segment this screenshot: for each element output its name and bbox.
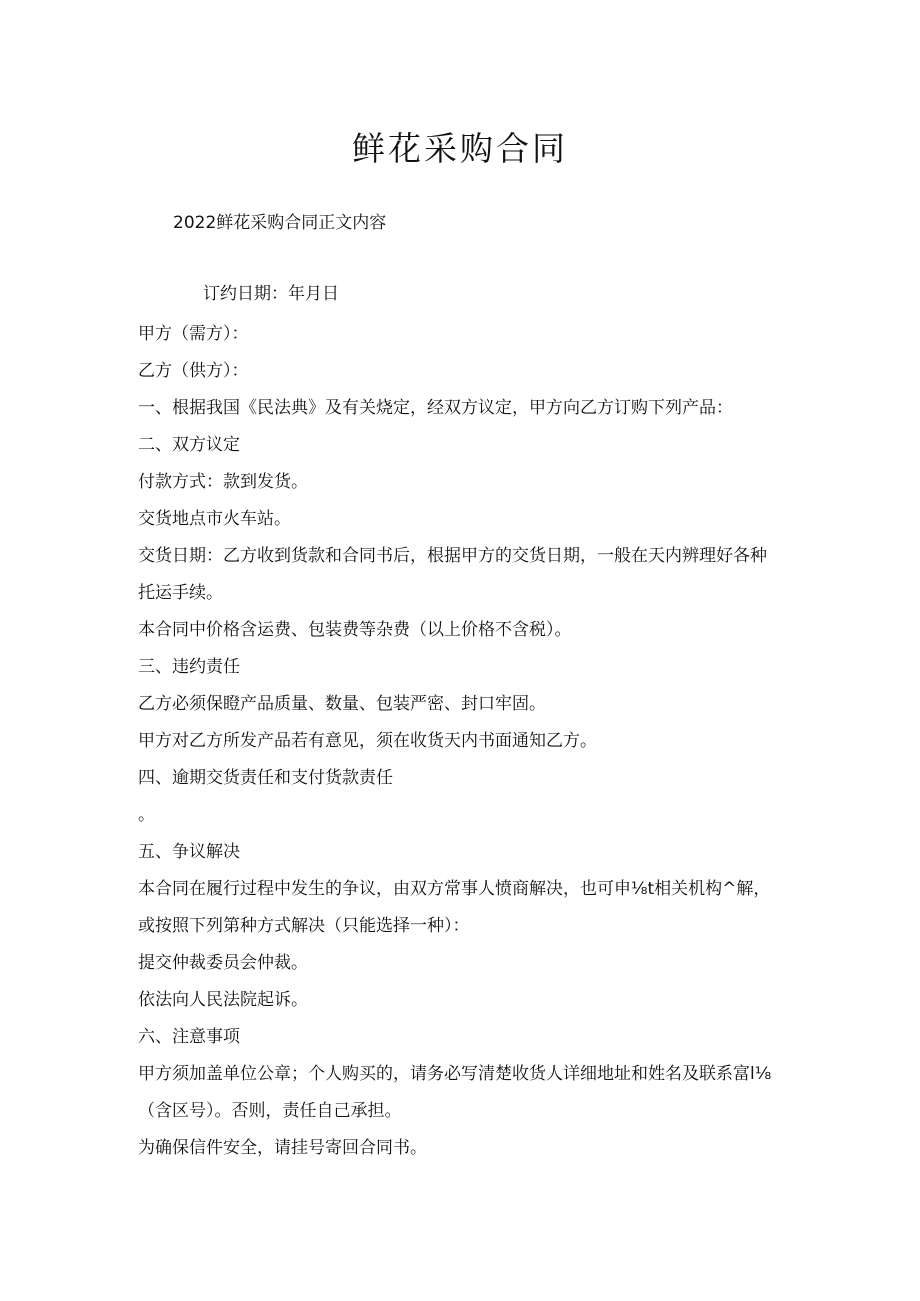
quality-guarantee-line: 乙方必须保瞪产品质量、数量、包装严密、封口牢固。 bbox=[138, 694, 546, 714]
section-2-heading: 二、双方议定 bbox=[138, 435, 240, 455]
price-terms-line: 本合同中价格含运费、包装费等杂费（以上价格不含税）。 bbox=[138, 620, 572, 640]
payment-method-line: 付款方式：款到发货。 bbox=[138, 472, 308, 492]
section-5-heading: 五、争议解决 bbox=[138, 842, 240, 862]
document-title: 鲜花采购合同 bbox=[352, 129, 568, 168]
litigation-option: 依法向人民法院起诉。 bbox=[138, 990, 308, 1010]
seal-requirement-line-cont: （含区号）。否则，责任自己承担。 bbox=[138, 1101, 402, 1121]
contract-body bbox=[138, 316, 788, 1167]
section-4-content: 。 bbox=[138, 805, 155, 825]
delivery-location-line: 交货地点市火车站。 bbox=[138, 509, 291, 529]
dispute-resolution-line: 本合同在履行过程中发生的争议，由双方常事人愤商解决，也可申⅛t相关机构^解， bbox=[138, 879, 771, 899]
party-a-line: 甲方（需方）： bbox=[138, 324, 249, 344]
contract-date-line: 订约日期：年月日 bbox=[203, 284, 339, 304]
document-subtitle: 2022鲜花采购合同正文内容 bbox=[173, 213, 387, 233]
section-3-heading: 三、违约责任 bbox=[138, 657, 240, 677]
registered-mail-line: 为确保信件安全，请挂号寄回合同书。 bbox=[138, 1138, 427, 1158]
dispute-resolution-line-cont: 或按照下列第种方式解决（只能选择一种）： bbox=[138, 916, 470, 936]
party-b-line: 乙方（供方）： bbox=[138, 361, 249, 381]
section-1-heading: 一、根据我国《民法典》及有关烧定，经双方议定，甲方向乙方订购下列产品： bbox=[138, 398, 733, 418]
arbitration-option: 提交仲裁委员会仲裁。 bbox=[138, 953, 308, 973]
section-6-heading: 六、注意事项 bbox=[138, 1027, 240, 1047]
delivery-date-line-cont: 托运手续。 bbox=[138, 583, 223, 603]
seal-requirement-line: 甲方须加盖单位公章；个人购买的，请务必写清楚收货人详细地址和姓名及联系富l⅛ bbox=[138, 1064, 772, 1084]
objection-notice-line: 甲方对乙方所发产品若有意见，须在收货天内书面通知乙方。 bbox=[138, 731, 597, 751]
delivery-date-line: 交货日期：乙方收到货款和合同书后，根据甲方的交货日期，一般在天内辨理好各种 bbox=[138, 546, 767, 566]
section-4-heading: 四、逾期交货责任和支付货款责任 bbox=[138, 768, 393, 788]
